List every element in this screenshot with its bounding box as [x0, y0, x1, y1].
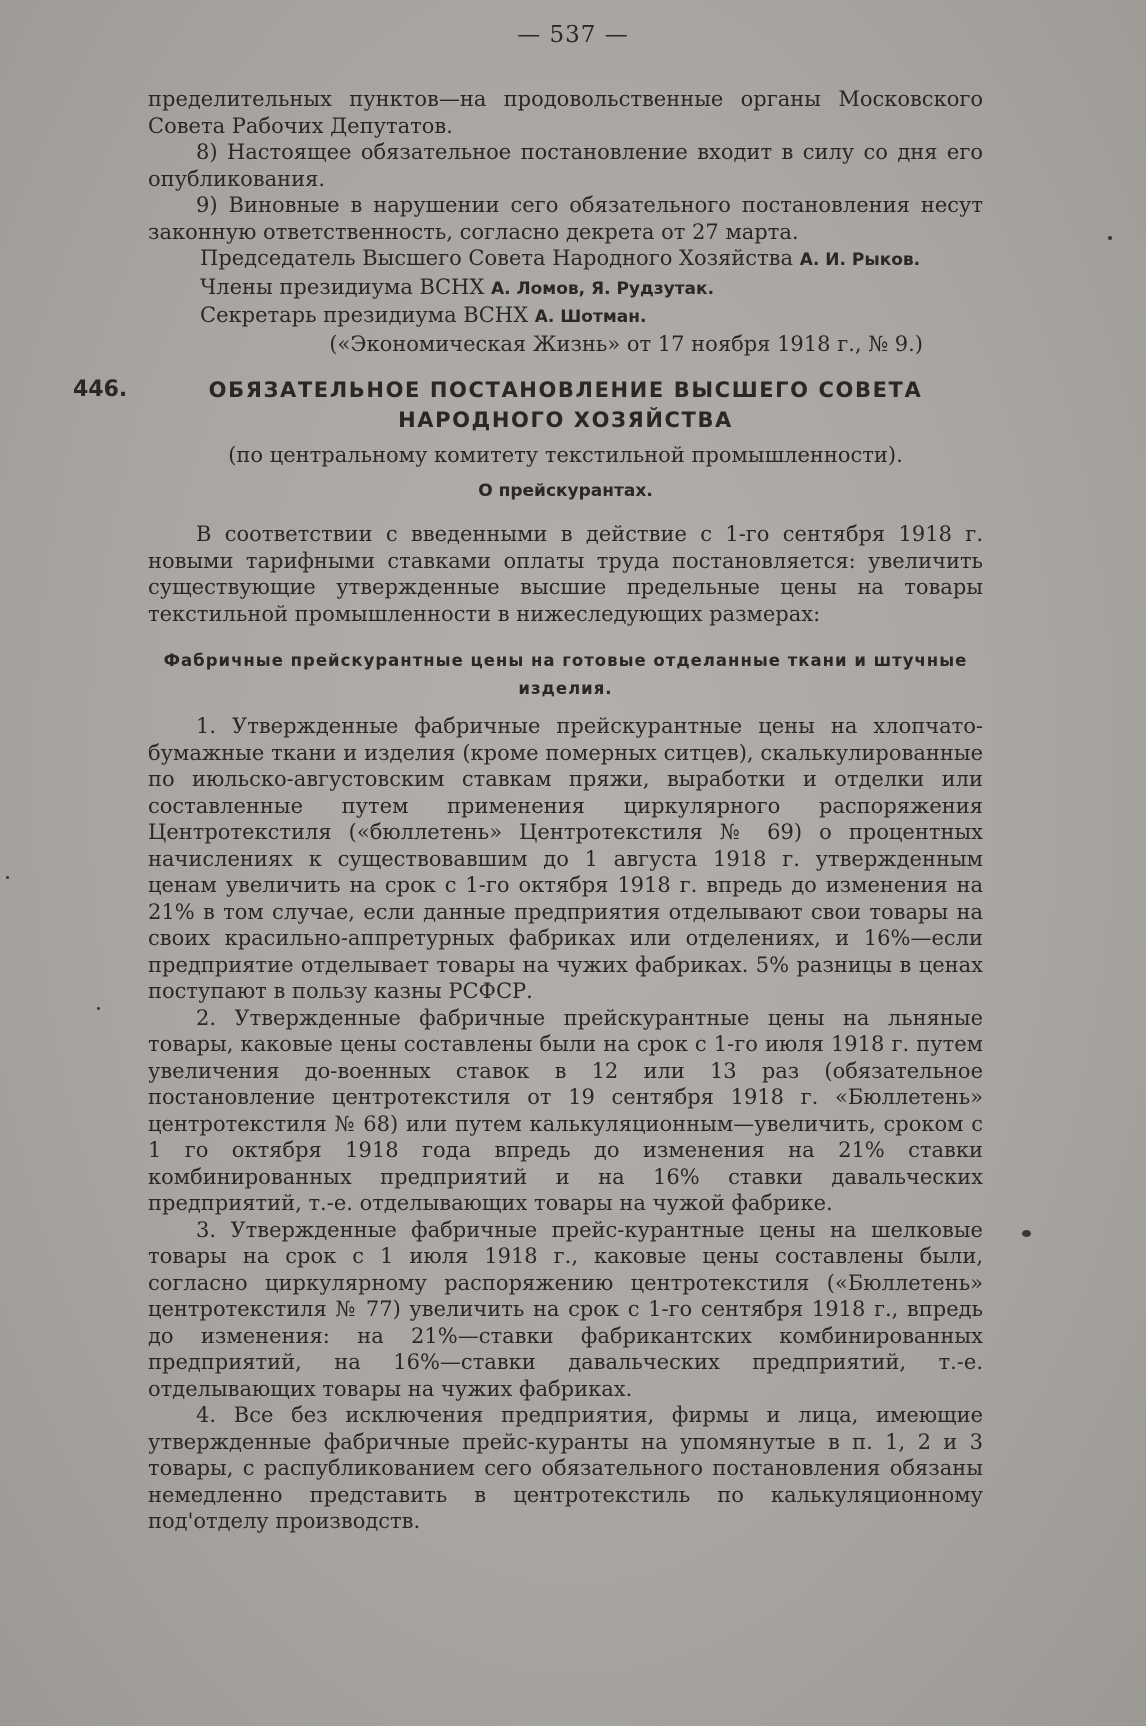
clause-paragraph-3: 3. Утвержденные фабричные прейс-курантные цены на шелковые товары на срок с 1 июля 1918 г., каковые цены составлены были, согласно циркулярному распоряжению центротекстиля («Бюллетень» центротекстиля № 77) увеличить на срок с 1-го сентября 1918 г., впредь до изменения: на 21%—ставки фабрикантских комбинированных предприятий, на 16%—ставки давальческих предприятий, т.-е. отделывающих товары на чужих фабриках.: [148, 1217, 983, 1401]
scan-speck: [97, 1007, 100, 1010]
scan-speck: [6, 876, 9, 879]
scan-speck: [1108, 236, 1112, 240]
preamble-paragraph: В соответствии с введенными в действие с 1-го сентября 1918 г. новыми тарифными ставками оплаты труда постановляется: увеличить существующие утвержденные высшие предельные цены на товары текстильной промышленности в нижеследующих размерах:: [148, 522, 983, 626]
signature-members: [200, 274, 983, 303]
clause-paragraph-4: 4. Все без исключения предприятия, фирмы и лица, имеющие утвержденные фабричные прейс-куранты на упомянутые в п. 1, 2 и 3 товары, с распубликованием сего обязательного постановления обязаны немедленно представить в центротекстиль по калькуляционному под'отделу производств.: [148, 1403, 983, 1533]
members-names: А. Ломов, Я. Рудзутак.: [490, 278, 715, 299]
document-header: [73, 375, 983, 501]
page-number: — 537 —: [517, 22, 629, 48]
source-citation: («Экономическая Жизнь» от 17 ноября 1918 г., № 9.): [329, 331, 923, 356]
chairman-name: А. И. Рыков.: [799, 250, 921, 270]
document-topic: О прейскурантах.: [478, 481, 653, 501]
section-title: Фабричные прейскурантные цены на готовые отделанные ткани и штучные изделия.: [163, 651, 968, 698]
clause-paragraph-1: 1. Утвержденные фабричные прейскурантные цены на хлопчато-бумажные ткани и изделия (кроме померных ситцев), скалькулированные по июльско-августовским ставкам пряжи, выработки и отделки или составленные путем применения циркулярного распоряжения Центротекстиля («бюллетень» Центротекстиля № 69) о процентных начислениях к существовавшим до 1 августа 1918 г. утвержденным ценам увеличить на срок с 1-го октября 1918 г. впредь до изменения на 21% в том случае, если данные предприятия отделывают свои товары на своих красильно-аппретурных фабриках или отделениях, и 16%—если предприятие отделывает товары на чужих фабриках. 5% разницы в ценах поступают в пользу казны РСФСР.: [148, 714, 983, 1003]
continuation-paragraph: пределительных пунктов—на продовольственные органы Московского Совета Рабочих Депутатов.: [148, 87, 983, 138]
document-subtitle: (по центральному комитету текстильной промышленности).: [228, 443, 903, 467]
document-title: ОБЯЗАТЕЛЬНОЕ ПОСТАНОВЛЕНИЕ ВЫСШЕГО СОВЕТА НАРОДНОГО ХОЗЯЙСТВА: [208, 378, 923, 432]
secretary-name: А. Шотман.: [534, 307, 647, 327]
item-9-paragraph: 9) Виновные в нарушении сего обязательного постановления несут законную ответственность, согласно декрета от 27 марта.: [148, 193, 983, 244]
members-role: Члены президиума ВСНХ: [200, 274, 485, 299]
document-number: 446.: [73, 377, 128, 402]
scan-speck: [1022, 1230, 1031, 1237]
signature-secretary: [200, 302, 983, 331]
item-8-paragraph: 8) Настоящее обязательное постановление входит в силу со дня его опубликования.: [148, 140, 983, 191]
page-body: [73, 86, 983, 1535]
chairman-role: Председатель Высшего Совета Народного Хозяйства: [200, 246, 794, 270]
secretary-role: Секретарь президиума ВСНХ: [200, 303, 529, 327]
clause-paragraph-2: 2. Утвержденные фабричные прейскурантные цены на льняные товары, каковые цены составлены были на срок с 1-го июля 1918 г. путем увеличения до-военных ставок в 12 или 13 раз (обязательное постановление центротекстиля от 19 сентября 1918 г. «Бюллетень» центротекстиля № 68) или путем калькуляционным—увеличить, сроком с 1 го октября 1918 года впредь до изменения на 21% ставки комбинированных предприятий и на 16% ставки давальческих предприятий, т.-е. отделывающих товары на чужой фабрике.: [148, 1005, 983, 1215]
signature-chairman: [200, 245, 983, 274]
